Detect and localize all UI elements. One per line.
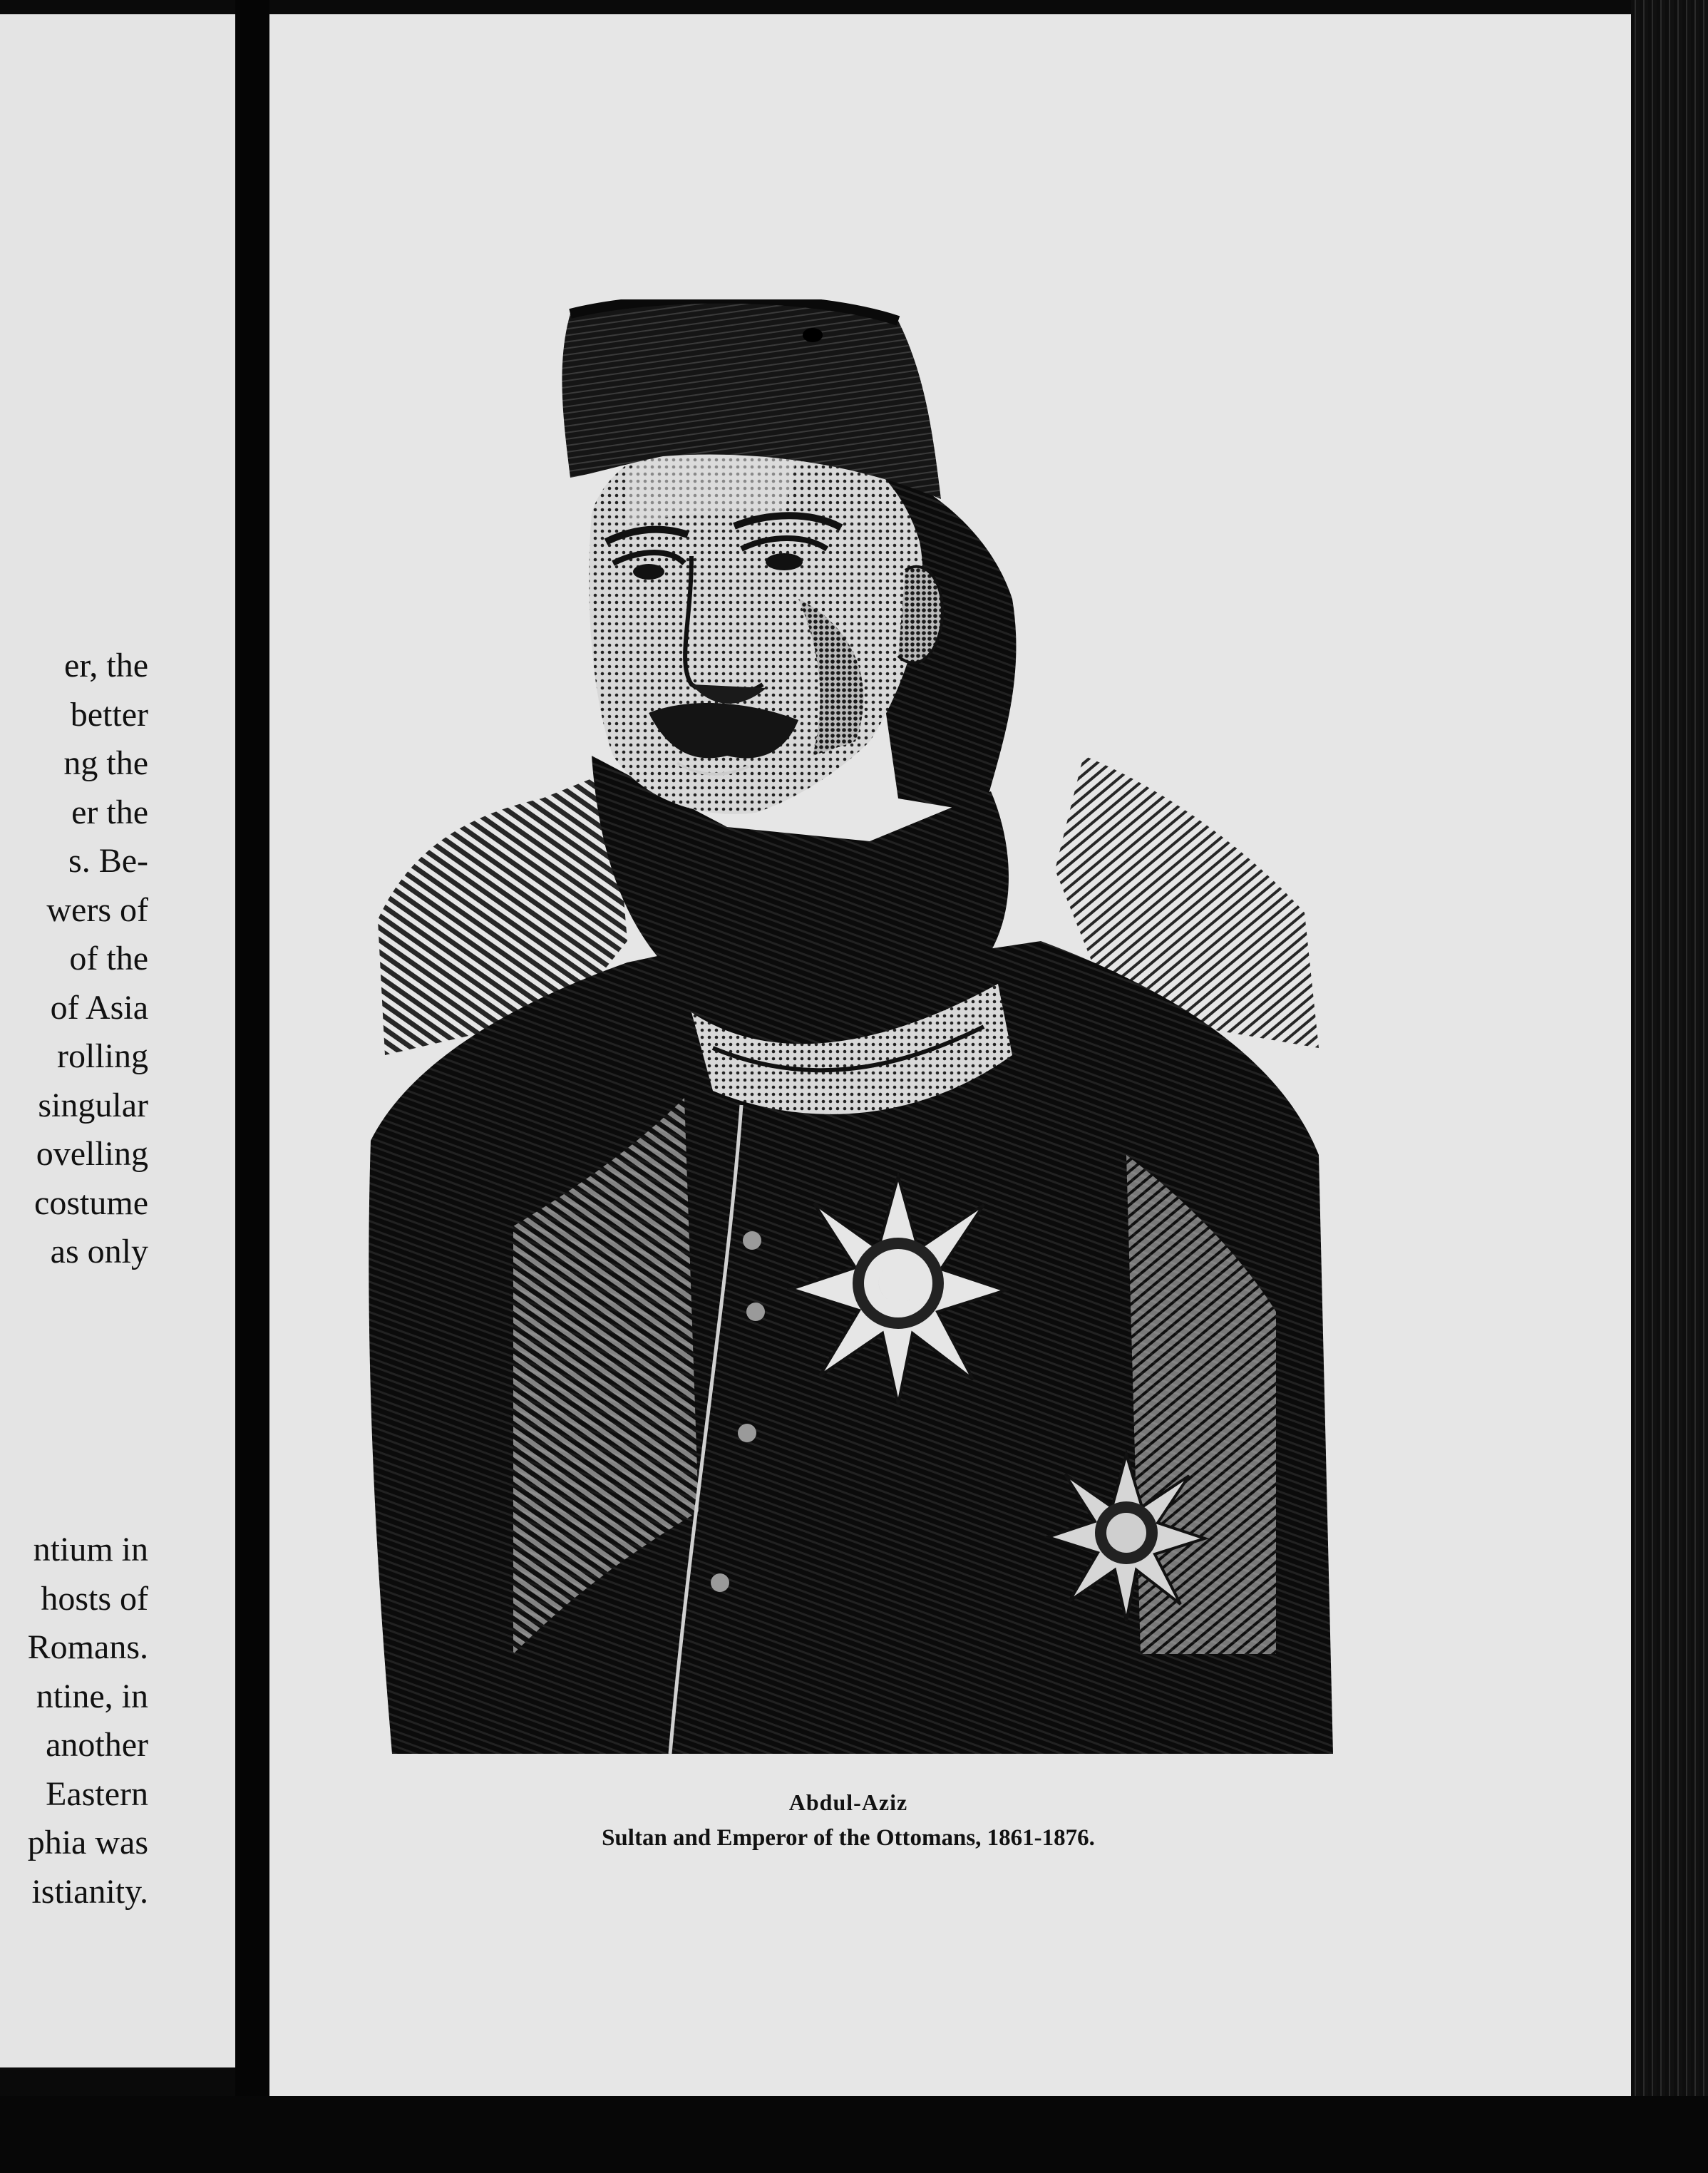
text-line: er the <box>71 793 148 831</box>
text-line: Romans. <box>27 1628 148 1666</box>
text-line: ovelling <box>36 1135 148 1173</box>
caption-name: Abdul-Aziz <box>788 1789 908 1815</box>
text-line: phia was <box>27 1824 148 1861</box>
illustration-caption <box>356 1787 1340 1855</box>
text-line: as only <box>50 1233 148 1270</box>
caption-subtitle: Sultan and Emperor of the Ottomans, 1861-1876. <box>602 1825 1095 1851</box>
text-line: ntine, in <box>36 1677 148 1715</box>
text-line: wers of <box>46 890 148 929</box>
book-gutter <box>235 0 269 2173</box>
text-line: istianity. <box>31 1872 148 1911</box>
text-line: er, the <box>63 647 148 684</box>
text-line: ntium in <box>33 1531 148 1568</box>
left-page-text-upper <box>34 642 148 1277</box>
text-line: hosts of <box>41 1579 148 1618</box>
left-page-text-lower <box>28 1526 148 1916</box>
text-line: of the <box>69 940 148 977</box>
text-line: s. Be- <box>68 842 148 880</box>
text-line: Eastern <box>46 1774 148 1813</box>
text-line: costume <box>34 1183 148 1222</box>
text-line: better <box>70 695 148 734</box>
portrait-engraving-image <box>356 299 1340 1768</box>
scan-border <box>0 2096 1708 2173</box>
text-line: ng the <box>63 744 148 782</box>
text-line: rolling <box>57 1037 148 1075</box>
text-line: another <box>46 1726 148 1764</box>
page-edges <box>1631 0 1708 2173</box>
text-line: of Asia <box>50 988 148 1027</box>
left-page <box>0 14 241 2067</box>
portrait-engraving <box>356 299 1340 1768</box>
text-line: singular <box>38 1086 148 1124</box>
